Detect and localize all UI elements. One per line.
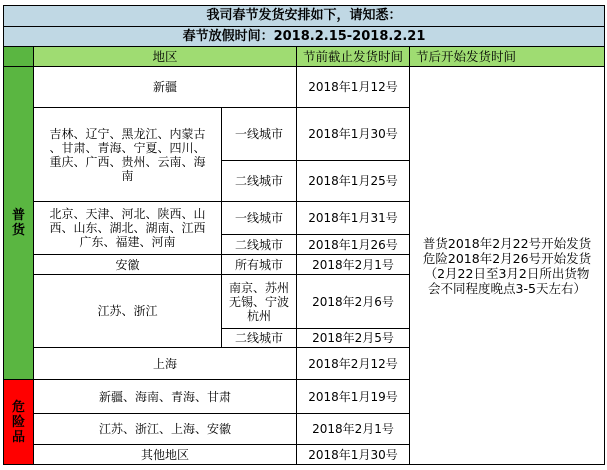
region-line: 南: [121, 168, 134, 183]
region-line: 广东、福建、河南: [79, 235, 176, 249]
tier1-city-cell: 一线城市: [221, 107, 297, 161]
city-line: 南京、苏州: [228, 280, 289, 295]
cutoff-date-cell: 2018年2月1号: [296, 254, 410, 275]
region-line: 吉林、辽宁、黑龙江、内蒙古: [49, 126, 206, 141]
cutoff-date-cell: 2018年1月26号: [296, 234, 410, 255]
cutoff-date-cell: 2018年2月1号: [296, 413, 410, 445]
general-goods-label: [3, 66, 34, 380]
header-resume-time: 节后开始发货时间: [409, 46, 605, 67]
region-cell: 其他地区: [33, 444, 297, 465]
header-cutoff-time: 节前截止发货时间: [296, 46, 410, 67]
header-region: 地区: [33, 46, 297, 67]
region-cell: 江苏、浙江、上海、安徽: [33, 413, 297, 445]
resume-line: 危险2018年2月26号开始发货: [422, 250, 592, 266]
resume-line: 会不同程度晚点3-5天左右）: [428, 280, 586, 296]
city-line: 杭州: [246, 308, 271, 323]
region-cell: 上海: [33, 347, 297, 380]
region-cell: 安徽: [33, 254, 222, 275]
notice-title: 我司春节发货安排如下，请知悉：: [3, 5, 605, 27]
major-cities-cell: [221, 274, 297, 329]
holiday-period: 春节放假时间：2018.2.15-2018.2.21: [3, 26, 605, 47]
cutoff-date-cell: 2018年2月5号: [296, 328, 410, 348]
region-line: 北京、天津、河北、陕西、山: [49, 207, 206, 221]
cutoff-date-cell: 2018年2月6号: [296, 274, 410, 329]
cutoff-date-cell: 2018年2月12号: [296, 347, 410, 380]
cutoff-date-cell: 2018年1月12号: [296, 66, 410, 108]
hazardous-goods-label: [3, 379, 34, 465]
tier2-city-cell: 二线城市: [221, 234, 297, 255]
general-goods-label-char: 普: [11, 208, 25, 223]
cutoff-date-cell: 2018年1月30号: [296, 107, 410, 161]
cutoff-date-cell: 2018年1月30号: [296, 444, 410, 465]
tier2-city-cell: 二线城市: [221, 160, 297, 202]
resume-shipping-info: [409, 66, 605, 465]
resume-line: （2月22日至3月2日所出货物: [424, 265, 590, 281]
region-cell: [33, 201, 222, 255]
tier2-city-cell: 二线城市: [221, 328, 297, 348]
resume-line: 普货2018年2月22号开始发货: [422, 235, 592, 251]
cutoff-date-cell: 2018年1月19号: [296, 379, 410, 414]
header-corner: [3, 46, 34, 67]
hazardous-goods-label-char: 危: [11, 399, 25, 415]
region-line: 西、山东、湖北、湖南、江西: [49, 221, 206, 235]
hazardous-goods-label-char: 险: [11, 414, 25, 430]
general-goods-label-char: 货: [11, 223, 25, 238]
region-cell: [33, 107, 222, 202]
tier1-city-cell: 一线城市: [221, 201, 297, 235]
cutoff-date-cell: 2018年1月25号: [296, 160, 410, 202]
region-cell: 新疆: [33, 66, 297, 108]
all-cities-cell: 所有城市: [221, 254, 297, 275]
shipping-schedule-table: [3, 5, 605, 465]
region-line: 重庆、广西、贵州、云南、海: [49, 154, 206, 169]
cutoff-date-cell: 2018年1月31号: [296, 201, 410, 235]
hazardous-goods-label-char: 品: [11, 429, 25, 445]
region-cell: 新疆、海南、青海、甘肃: [33, 379, 297, 414]
city-line: 无锡、宁波: [228, 294, 289, 309]
region-line: 、甘肃、青海、宁夏、四川、: [49, 140, 206, 155]
region-cell: 江苏、浙江: [33, 274, 222, 348]
